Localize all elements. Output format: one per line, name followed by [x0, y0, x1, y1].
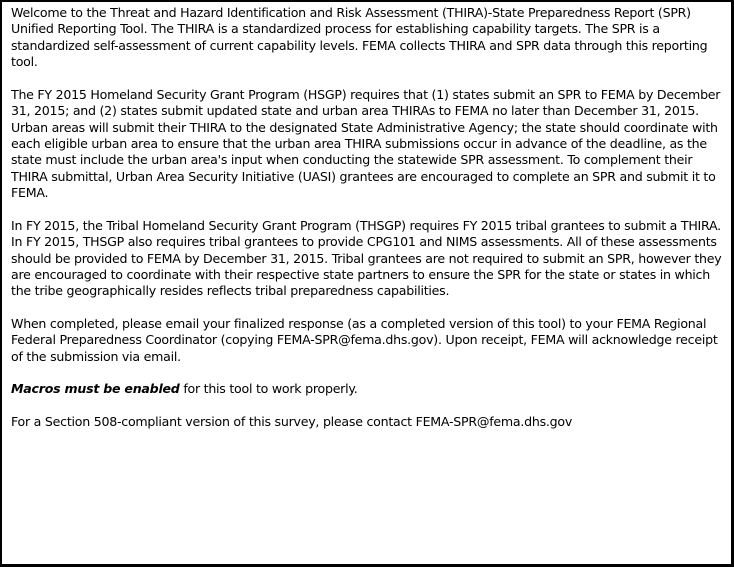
- section-508-notice: For a Section 508-compliant version of this survey, please contact FEMA-SPR@fema.dhs.gov: [11, 414, 573, 430]
- macros-notice: [11, 381, 722, 397]
- welcome-paragraph: Welcome to the Threat and Hazard Identification and Risk Assessment (THIRA)-State Preparedness Report (SPR) Unified Reporting Tool. The THIRA is a standardized process for establishing capability targets. The SPR is a standardized self-assessment of current capability levels. FEMA collects THIRA and SPR data through this reporting tool.: [11, 5, 708, 70]
- thsgp-paragraph: In FY 2015, the Tribal Homeland Security Grant Program (THSGP) requires FY 2015 tribal grantees to submit a THIRA. In FY 2015, THSGP also requires tribal grantees to provide CPG101 and NIMS assessments. All of these assessments should be provided to FEMA by December 31, 2015. Tribal grantees are not required to submit an SPR, however they are encouraged to coordinate with their respective state partners to ensure the SPR for the state or states in which the tribe geographically resides reflects tribal preparedness capabilities.: [11, 217, 722, 299]
- submission-paragraph: When completed, please email your finalized response (as a completed version of this tool) to your FEMA Regional Federal Preparedness Coordinator (copying FEMA-SPR@fema.dhs.gov). Upon receipt, FEMA will acknowledge receipt of the submission via email.: [11, 316, 718, 364]
- macros-emphasis: Macros must be enabled: [11, 381, 180, 397]
- instructions-text: [11, 5, 722, 447]
- hsgp-paragraph: The FY 2015 Homeland Security Grant Program (HSGP) requires that (1) states submit an SPR to FEMA by December 31, 2015; and (2) states submit updated state and urban area THIRAs to FEMA no later than December 31, 2015. Urban areas will submit their THIRA to the designated State Administrative Agency; the state should coordinate with each eligible urban area to ensure that the urban area THIRA submissions occur in advance of the deadline, as the state must include the urban area's input when conducting the statewide SPR assessment. To complement their THIRA submittal, Urban Area Security Initiative (UASI) grantees are encouraged to complete an SPR and submit it to FEMA.: [11, 86, 721, 201]
- macros-rest: for this tool to work properly.: [179, 381, 358, 397]
